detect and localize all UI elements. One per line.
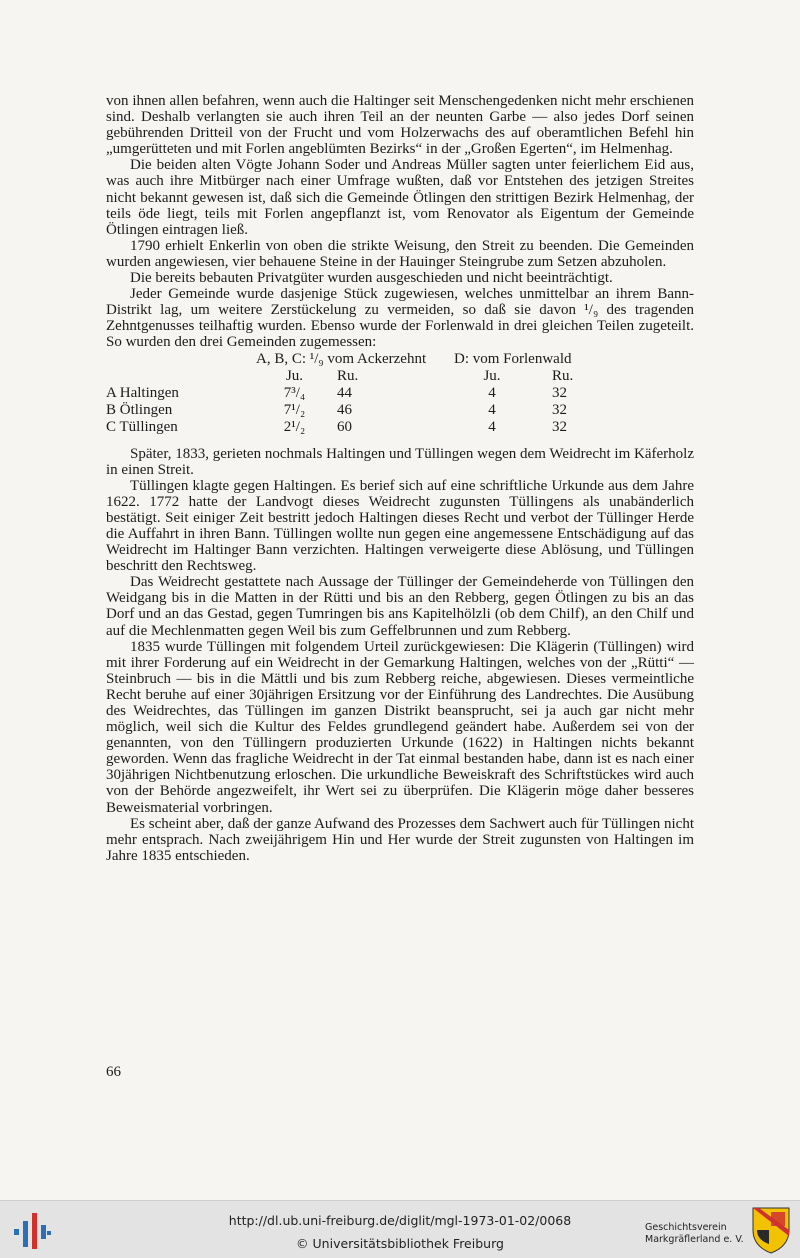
paragraph: Die bereits bebauten Privatgüter wurden ausgeschieden und nicht beeinträchtigt. — [130, 270, 613, 287]
row-name: A Haltingen — [106, 384, 179, 401]
column-header-ju: Ju. — [483, 367, 501, 384]
body-text — [106, 93, 694, 864]
paragraph: Tüllingen klagte gegen Haltingen. Es berief sich auf eine schriftliche Urkunde aus dem Jahre 1622. 1772 hatte der Landvogt dieses Weidrecht zugunsten Tüllingens als unabänderlich bestätigt. Seit einiger Zeit bestritt jedoch Haltingen dieses Recht und verbot der Tüllinger Herde die Auffahrt in ihren Bann. Tüllingen wollte nun gegen eine angemessene Entschädigung auf das Weidrecht im Haltinger Bann verzichten. Haltingen verweigerte diese Ablösung, und Tüllingen beschritt den Rechtsweg. — [106, 477, 694, 575]
paragraph: Jeder Gemeinde wurde dasjenige Stück zugewiesen, welches unmittelbar an ihrem Bann-Distrikt lag, um weitere Zerstückelung zu vermeiden, so daß sie davon ¹/₉ des tragenden Zehntgenusses teilhaftig wurden. Ebenso wurde der Forlenwald in drei gleichen Teilen zugeteilt. So wurden den drei Gemeinden zugemessen: — [106, 286, 694, 351]
column-header-ru: Ru. — [337, 367, 359, 384]
row-name: C Tüllingen — [106, 418, 178, 435]
allocation-table — [106, 351, 694, 436]
cell-ju: 4 — [488, 384, 496, 401]
table-group-header — [106, 351, 694, 368]
cell-ju: 7³/₄ — [283, 384, 306, 401]
table-column-header — [106, 368, 694, 385]
cell-ru: 46 — [337, 401, 352, 418]
paragraph: 1790 erhielt Enkerlin von oben die strikte Weisung, den Streit zu beenden. Die Gemeinden wurden angewiesen, vier behauene Steine in der Hauinger Steingrube zum Setzen abzuholen. — [106, 237, 694, 270]
cell-ru: 60 — [337, 418, 352, 435]
table-row — [106, 402, 694, 419]
cell-ru: 32 — [552, 418, 567, 435]
coat-of-arms-icon — [751, 1206, 791, 1254]
column-header-ru: Ru. — [552, 367, 574, 384]
cell-ju: 7¹/₂ — [283, 401, 306, 418]
paragraph: Das Weidrecht gestattete nach Aussage der Tüllinger der Gemeindeherde von Tüllingen den Weidgang bis in die Matten in der Rütti und bis an den Rebberg, gegen Ötlingen zu bis an das Dorf und an das Gestad, gegen Tumringen bis ans Kapitelhölzli (ob dem Chilf), an den Chilf und auf die Mechlenmatten gegen Weil bis zum Geffelbrunnen und zum Rebberg. — [106, 574, 694, 639]
permalink-url[interactable]: http://dl.ub.uni-freiburg.de/diglit/mgl-1973-01-02/0068 — [228, 1213, 572, 1228]
table-row — [106, 385, 694, 402]
paragraph: Die beiden alten Vögte Johann Soder und Andreas Müller sagten unter feierlichem Eid aus, was auch ihre Mitbürger nach einer Umfrage wußten, daß vor Entstehen des jetzigen Streites nicht bekannt gewesen ist, daß sich die Gemeinde Ötlingen den strittigen Bezirk Helmenhag, der teils öde liegt, teils mit Forlen angepflanzt ist, vom Renovator als Eigentum der Gemeinde Ötlingen eintragen ließ. — [106, 157, 694, 238]
group-header-ackerzehnt: A, B, C: ¹/₉ vom Ackerzehnt — [256, 350, 427, 367]
paragraph: 1835 wurde Tüllingen mit folgendem Urteil zurückgewiesen: Die Klägerin (Tüllingen) wird mit ihrer Forderung auf ein Weidrecht in der Gemarkung Haltingen, welches von der „Rütti“ — Steinbruch — bis in die Mättli und bis zum Rebberg reiche, abgewiesen. Dieses vermeintliche Recht beruhe auf einer 30jährigen Ersitzung vor der Einführung des Landrechtes. Die Ausübung des Weidrechtes, das Tüllingen im ganzen Distrikt beansprucht, sei ja auch gar nicht mehr möglich, weil sich die Kultur des Feldes grundlegend geändert habe. Außerdem sei von der genannten, von den Tüllingern produzierten Urkunde (1622) in Haltingen nichts bekannt geworden. Wenn das fragliche Weidrecht in der Tat einmal bestanden habe, dann ist es nach einer 30jährigen Nichtbenutzung erloschen. Die urkundliche Beweiskraft des Schriftstückes wird auch von der Behörde angezweifelt, ihr Wert sei zu überprüfen. Die Klägerin möge daher besseres Beweismaterial vorbringen. — [106, 638, 694, 816]
group-header-forlenwald: D: vom Forlenwald — [454, 350, 572, 367]
table-row — [106, 419, 694, 436]
cell-ru: 32 — [552, 384, 567, 401]
column-header-ju: Ju. — [285, 367, 304, 384]
paragraph: Später, 1833, gerieten nochmals Haltingen und Tüllingen wegen dem Weidrecht im Käferholz in einen Streit. — [106, 445, 694, 478]
society-name-line1: Geschichtsverein — [645, 1222, 727, 1233]
cell-ju: 4 — [488, 418, 496, 435]
digital-library-logo-icon — [12, 1209, 52, 1253]
copyright-notice: © Universitätsbibliothek Freiburg — [296, 1236, 504, 1251]
paragraph: von ihnen allen befahren, wenn auch die Haltinger seit Menschengedenken nicht mehr erschienen sind. Deshalb verlangten sie auch ihren Teil an der neunten Garbe — also jedes Dorf seinen gebührenden Dritteil von der Frucht und vom Holzerwachs des auf oberamtlichen Befehl hin „umgerütteten und mit Forlen angeblümten Bezirks“ in der „Großen Egerten“, im Helmenhag. — [106, 93, 694, 158]
society-name-line2: Markgräflerland e. V. — [645, 1234, 744, 1245]
paragraph: Es scheint aber, daß der ganze Aufwand des Prozesses dem Sachwert auch für Tüllingen nicht mehr entsprach. Nach zweijährigem Hin und Her wurde der Streit zugunsten von Haltingen im Jahre 1835 entschieden. — [106, 815, 694, 864]
page-number: 66 — [106, 1064, 121, 1080]
viewer-footer — [0, 1200, 800, 1258]
cell-ru: 44 — [337, 384, 352, 401]
cell-ru: 32 — [552, 401, 567, 418]
cell-ju: 4 — [488, 401, 496, 418]
society-name — [645, 1222, 755, 1246]
cell-ju: 2¹/₂ — [283, 418, 306, 435]
row-name: B Ötlingen — [106, 401, 173, 418]
